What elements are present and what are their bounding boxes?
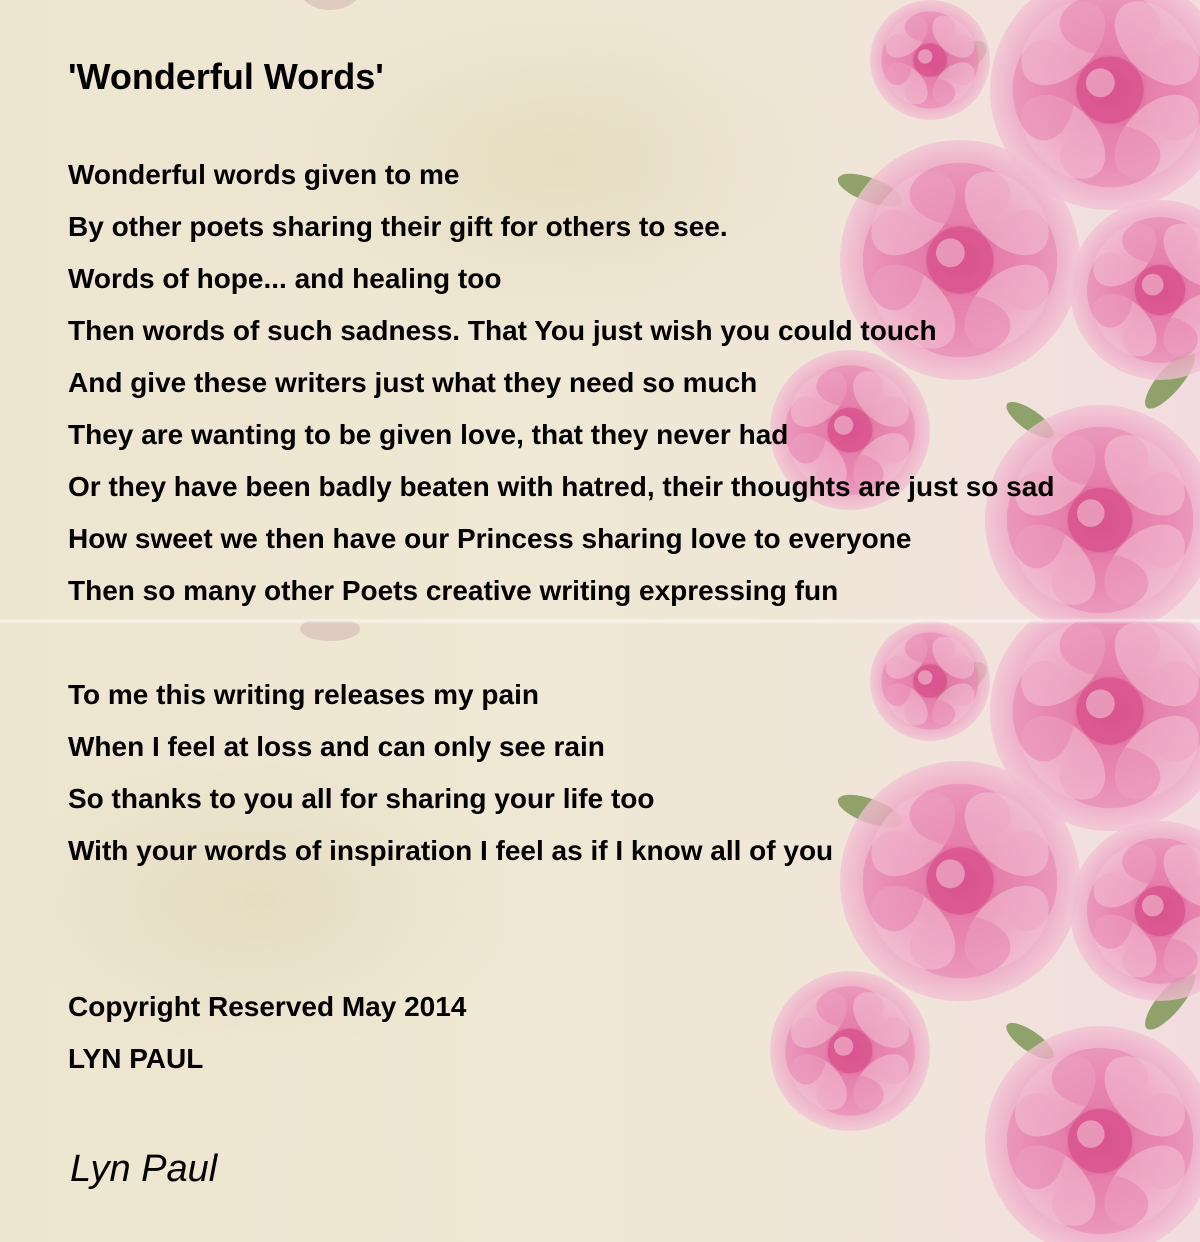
poem-line: Wonderful words given to me <box>68 159 460 190</box>
poem-line: So thanks to you all for sharing your life too <box>68 783 655 814</box>
copyright-line: Copyright Reserved May 2014 <box>68 991 467 1022</box>
poem-line: When I feel at loss and can only see rain <box>68 731 605 762</box>
poem-line: Words of hope... and healing too <box>68 263 502 294</box>
poem-line: Then words of such sadness. That You just wish you could touch <box>68 315 937 346</box>
author-signature: Lyn Paul <box>70 1148 218 1190</box>
poem-text <box>68 0 1200 1242</box>
author-caps-line: LYN PAUL <box>68 1043 204 1074</box>
poem-line: With your words of inspiration I feel as if I know all of you <box>68 835 834 866</box>
poem-line: How sweet we then have our Princess sharing love to everyone <box>68 523 912 554</box>
poem-line: And give these writers just what they need so much <box>68 367 758 398</box>
poem-line: By other poets sharing their gift for others to see. <box>68 211 728 242</box>
poem-line: They are wanting to be given love, that they never had <box>68 419 789 450</box>
poem-line: Or they have been badly beaten with hatred, their thoughts are just so sad <box>68 471 1055 502</box>
poem-line: To me this writing releases my pain <box>68 679 539 710</box>
poem-line: Then so many other Poets creative writing expressing fun <box>68 575 839 606</box>
poem-title: 'Wonderful Words' <box>68 56 384 97</box>
